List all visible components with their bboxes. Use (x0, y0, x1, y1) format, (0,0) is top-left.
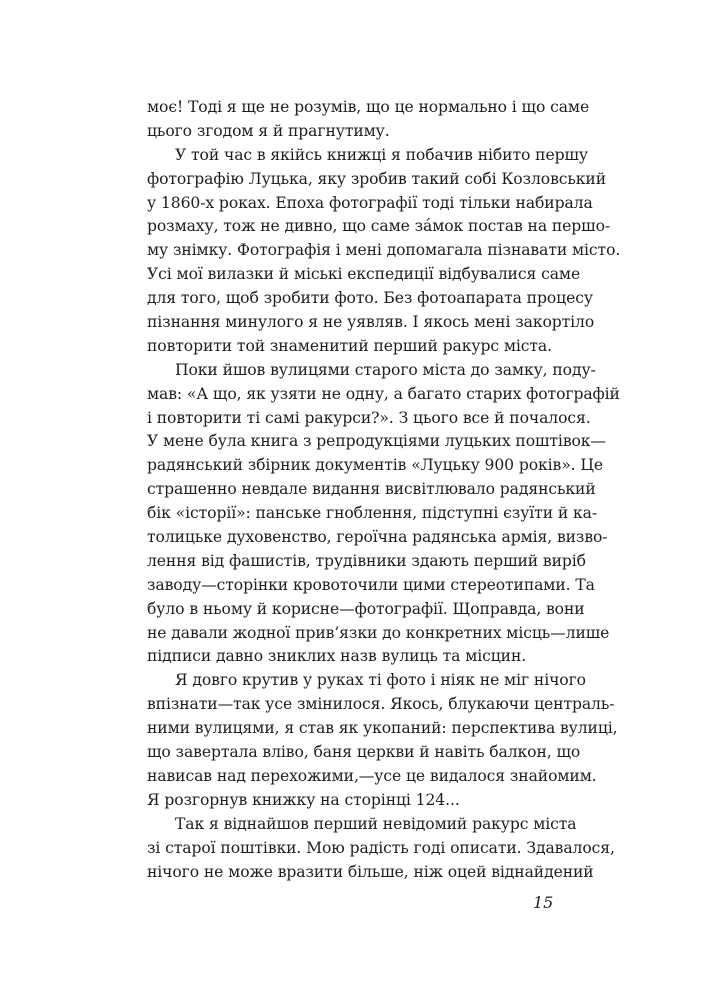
text-line: у 1860-х роках. Епоха фотографії тоді тільки набирала (147, 193, 593, 212)
text-line: У мене була книга з репродукціями луцьких поштівок— (147, 432, 606, 451)
text-line: радянський збірник документів «Луцьку 900 років». Це (147, 456, 603, 475)
body-text (147, 96, 621, 884)
text-line: Я розгорнув книжку на сторінці 124... (147, 790, 460, 809)
text-line: нависав над перехожими,—усе це видалося знайомим. (147, 766, 597, 785)
text-line: бік «історії»: панське гноблення, підступні єзуїти й ка- (147, 504, 597, 523)
paragraph (147, 813, 615, 885)
paragraph (147, 96, 590, 144)
text-line: ними вулицями, я став як укопаний: перспектива вулиці, (147, 719, 618, 738)
text-line: моє! Тоді я ще не розумів, що це нормально і що саме (147, 98, 590, 116)
text-line: му знімку. Фотографія і мені допомагала пізнавати місто. (147, 241, 621, 260)
text-line: впізнати—так усе змінилося. Якось, блукаючи централь- (147, 695, 615, 714)
text-line: заводу—сторінки кровоточили цими стереотипами. Та (147, 575, 595, 594)
text-line: У той час в якійсь книжці я побачив нібито першу (175, 145, 588, 164)
text-line: підписи давно зниклих назв вулиць та місцин. (147, 647, 527, 666)
text-line: нічого не може вразити більше, ніж оцей віднайдений (147, 862, 594, 881)
text-line: розмаху, тож не дивно, що саме зáмок постав на першо- (147, 217, 611, 236)
text-line: страшенно невдале видання висвітлювало радянський (147, 480, 596, 499)
text-line: лення від фашистів, трудівники здають перший виріб (147, 551, 586, 570)
text-line: і повторити ті самі ракурси?». З цього все й почалося. (147, 408, 591, 427)
paragraph (147, 359, 620, 670)
text-line: зі старої поштівки. Мою радість годі описати. Здавалося, (147, 838, 615, 857)
paragraph (147, 144, 621, 359)
text-line: не давали жодної прив’язки до конкретних місць—лише (147, 623, 610, 642)
text-line: було в ньому й корисне—фотографії. Щоправда, вони (147, 599, 585, 618)
paragraph (147, 669, 618, 812)
text-line: Поки йшов вулицями старого міста до замку, поду- (175, 360, 596, 379)
text-line: для того, щоб зробити фото. Без фотоапарата процесу (147, 289, 593, 308)
text-line: мав: «А що, як узяти не одну, а багато старих фотографій (147, 384, 620, 403)
text-line: Так я віднайшов перший невідомий ракурс міста (175, 814, 577, 833)
text-line: пізнання минулого я не уявляв. І якось мені закортіло (147, 313, 595, 332)
text-line: що завертала вліво, баня церкви й навіть балкон, що (147, 743, 581, 762)
text-line: цього згодом я й прагнутиму. (147, 121, 390, 140)
text-line: Я довго крутив у руках ті фото і ніяк не міг нічого (175, 671, 586, 690)
text-line: Усі мої вилазки й міські експедиції відбувалися саме (147, 265, 581, 284)
text-line: толицьке духовенство, героїчна радянська армія, визво- (147, 528, 608, 547)
text-line: фотографію Луцька, яку зробив такий собі Козловський (147, 169, 607, 188)
page-number: 15 (533, 893, 554, 912)
text-line: повторити той знаменитий перший ракурс міста. (147, 336, 552, 355)
